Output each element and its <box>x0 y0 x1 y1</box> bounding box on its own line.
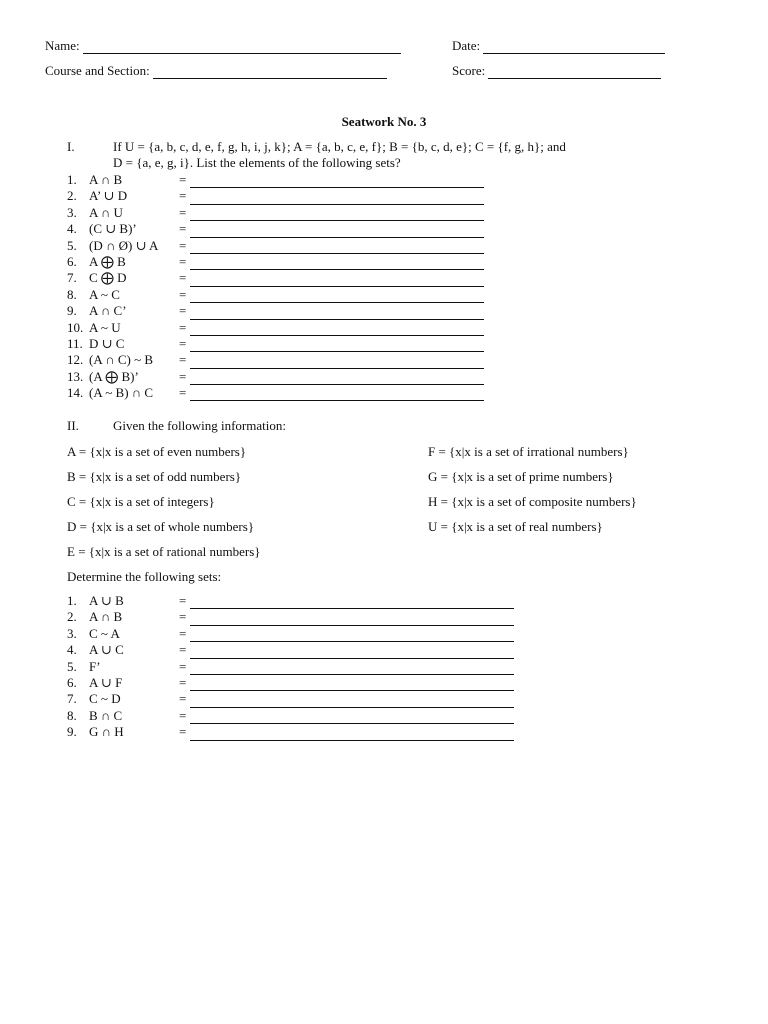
set-expression: A ∩ B <box>89 171 123 187</box>
set-expression: (A ∩ C) ~ B <box>89 352 154 368</box>
answer-blank[interactable] <box>190 711 514 724</box>
answer-blank[interactable] <box>190 372 484 385</box>
set-expression: A ∩ U <box>89 204 123 220</box>
course-section-label: Course and Section: <box>45 63 150 78</box>
set-expression: (A ~ B) ∩ C <box>89 385 154 401</box>
question-number: 12. <box>67 352 84 368</box>
question-number: 2. <box>67 609 77 625</box>
answer-blank[interactable] <box>190 339 484 352</box>
question-item <box>67 205 484 221</box>
equals-sign: = <box>179 609 187 625</box>
set-definition: C = {x|x is a set of integers} <box>67 494 215 509</box>
equals-sign: = <box>179 352 187 368</box>
equals-sign: = <box>179 625 187 641</box>
equals-sign: = <box>179 171 187 187</box>
equals-sign: = <box>179 674 187 690</box>
question-number: 7. <box>67 270 77 286</box>
equals-sign: = <box>179 691 187 707</box>
question-number: 14. <box>67 385 84 401</box>
set-definition: E = {x|x is a set of rational numbers} <box>67 544 261 559</box>
answer-blank[interactable] <box>190 356 484 369</box>
name-blank[interactable] <box>83 40 401 54</box>
question-number: 1. <box>67 171 77 187</box>
date-field[interactable] <box>452 38 665 54</box>
answer-blank[interactable] <box>190 192 484 205</box>
header-row-name-date <box>0 38 768 58</box>
set-expression: (D ∩ Ø) ∪ A <box>89 237 159 253</box>
answer-blank[interactable] <box>190 208 484 221</box>
equals-sign: = <box>179 270 187 286</box>
question-item <box>67 626 514 642</box>
set-expression: (A ⨁ B)’ <box>89 368 139 384</box>
question-item <box>67 691 514 707</box>
equals-sign: = <box>179 237 187 253</box>
question-number: 5. <box>67 237 77 253</box>
equals-sign: = <box>179 286 187 302</box>
answer-blank[interactable] <box>190 175 484 188</box>
definitions-right-column <box>428 444 637 544</box>
question-item <box>67 303 484 319</box>
set-definition: U = {x|x is a set of real numbers} <box>428 519 603 534</box>
equals-sign: = <box>179 592 187 608</box>
question-item <box>67 642 514 658</box>
date-blank[interactable] <box>483 40 665 54</box>
question-item <box>67 593 514 609</box>
name-field[interactable] <box>45 38 401 54</box>
part-1-line-1: If U = {a, b, c, d, e, f, g, h, i, j, k}; A = {a, b, c, e, f}; B = {b, c, d, e}; C = {f, g, h}; and <box>113 139 566 154</box>
question-number: 7. <box>67 691 77 707</box>
part-1-line-2: D = {a, e, g, i}. List the elements of the following sets? <box>113 155 401 171</box>
question-item <box>67 609 514 625</box>
equals-sign: = <box>179 642 187 658</box>
set-expression: A ∩ C’ <box>89 303 127 319</box>
equals-sign: = <box>179 303 187 319</box>
answer-blank[interactable] <box>190 596 514 609</box>
set-expression: C ~ D <box>89 691 121 707</box>
answer-blank[interactable] <box>190 225 484 238</box>
question-number: 3. <box>67 625 77 641</box>
answer-blank[interactable] <box>190 388 484 401</box>
set-definition: D = {x|x is a set of whole numbers} <box>67 519 255 534</box>
question-number: 10. <box>67 319 84 335</box>
part-2-instruction: Determine the following sets: <box>67 569 222 584</box>
question-number: 9. <box>67 724 77 740</box>
question-number: 9. <box>67 303 77 319</box>
equals-sign: = <box>179 253 187 269</box>
equals-sign: = <box>179 188 187 204</box>
question-item <box>67 270 484 286</box>
part-2-question-list <box>67 593 514 741</box>
answer-blank[interactable] <box>190 307 484 320</box>
question-number: 1. <box>67 592 77 608</box>
answer-blank[interactable] <box>190 290 484 303</box>
question-item <box>67 188 484 204</box>
question-item <box>67 221 484 237</box>
question-number: 3. <box>67 204 77 220</box>
question-item <box>67 369 484 385</box>
question-item <box>67 708 514 724</box>
equals-sign: = <box>179 385 187 401</box>
part-2-intro: Given the following information: <box>113 418 286 433</box>
part-1-numeral: I. <box>67 139 75 154</box>
part-1-question-list <box>67 172 484 401</box>
answer-blank[interactable] <box>190 728 514 741</box>
question-number: 6. <box>67 674 77 690</box>
equals-sign: = <box>179 658 187 674</box>
equals-sign: = <box>179 707 187 723</box>
set-expression: A ∪ F <box>89 674 123 690</box>
part-2-numeral: II. <box>67 418 79 433</box>
question-number: 2. <box>67 188 77 204</box>
set-definition: B = {x|x is a set of odd numbers} <box>67 469 242 484</box>
equals-sign: = <box>179 368 187 384</box>
question-number: 4. <box>67 642 77 658</box>
question-number: 6. <box>67 253 77 269</box>
set-expression: (C ∪ B)’ <box>89 221 137 237</box>
question-item <box>67 659 514 675</box>
question-number: 13. <box>67 368 84 384</box>
equals-sign: = <box>179 335 187 351</box>
set-definition: A = {x|x is a set of even numbers} <box>67 444 247 459</box>
set-expression: G ∩ H <box>89 724 124 740</box>
set-expression: C ⨁ D <box>89 270 127 286</box>
answer-blank[interactable] <box>190 323 484 336</box>
set-expression: A ~ U <box>89 319 121 335</box>
answer-blank[interactable] <box>190 662 514 675</box>
answer-blank[interactable] <box>190 678 514 691</box>
question-item <box>67 336 484 352</box>
set-definition: G = {x|x is a set of prime numbers} <box>428 469 614 484</box>
question-item <box>67 724 514 740</box>
name-label: Name: <box>45 38 80 53</box>
page-title: Seatwork No. 3 <box>341 114 427 129</box>
set-expression: D ∪ C <box>89 335 125 351</box>
question-number: 8. <box>67 707 77 723</box>
question-item <box>67 172 484 188</box>
answer-blank[interactable] <box>190 613 514 626</box>
question-number: 8. <box>67 286 77 302</box>
equals-sign: = <box>179 724 187 740</box>
answer-blank[interactable] <box>190 274 484 287</box>
question-number: 4. <box>67 221 77 237</box>
answer-blank[interactable] <box>190 646 514 659</box>
question-item <box>67 352 484 368</box>
answer-blank[interactable] <box>190 241 484 254</box>
answer-blank[interactable] <box>190 257 484 270</box>
score-field[interactable] <box>452 63 661 79</box>
question-item <box>67 238 484 254</box>
set-expression: A ∩ B <box>89 609 123 625</box>
equals-sign: = <box>179 221 187 237</box>
set-expression: A’ ∪ D <box>89 188 128 204</box>
set-expression: A ∪ C <box>89 642 124 658</box>
question-number: 11. <box>67 335 83 351</box>
question-item <box>67 675 514 691</box>
question-item <box>67 287 484 303</box>
set-expression: B ∩ C <box>89 707 123 723</box>
set-expression: F’ <box>89 658 101 674</box>
set-expression: A ⨁ B <box>89 253 126 269</box>
equals-sign: = <box>179 319 187 335</box>
question-item <box>67 320 484 336</box>
set-expression: A ∪ B <box>89 592 124 608</box>
definitions-left-column <box>67 444 261 569</box>
answer-blank[interactable] <box>190 695 514 708</box>
header-row-course-score <box>0 63 768 83</box>
score-label: Score: <box>452 63 486 78</box>
answer-blank[interactable] <box>190 629 514 642</box>
question-number: 5. <box>67 658 77 674</box>
set-expression: C ~ A <box>89 625 120 641</box>
set-definition: F = {x|x is a set of irrational numbers} <box>428 444 629 459</box>
course-section-blank[interactable] <box>153 65 387 79</box>
date-label: Date: <box>452 38 481 53</box>
set-expression: A ~ C <box>89 286 120 302</box>
score-blank[interactable] <box>488 65 661 79</box>
part-1-instructions <box>113 139 653 172</box>
equals-sign: = <box>179 204 187 220</box>
question-item <box>67 385 484 401</box>
course-section-field[interactable] <box>45 63 387 79</box>
question-item <box>67 254 484 270</box>
set-definition: H = {x|x is a set of composite numbers} <box>428 494 637 509</box>
